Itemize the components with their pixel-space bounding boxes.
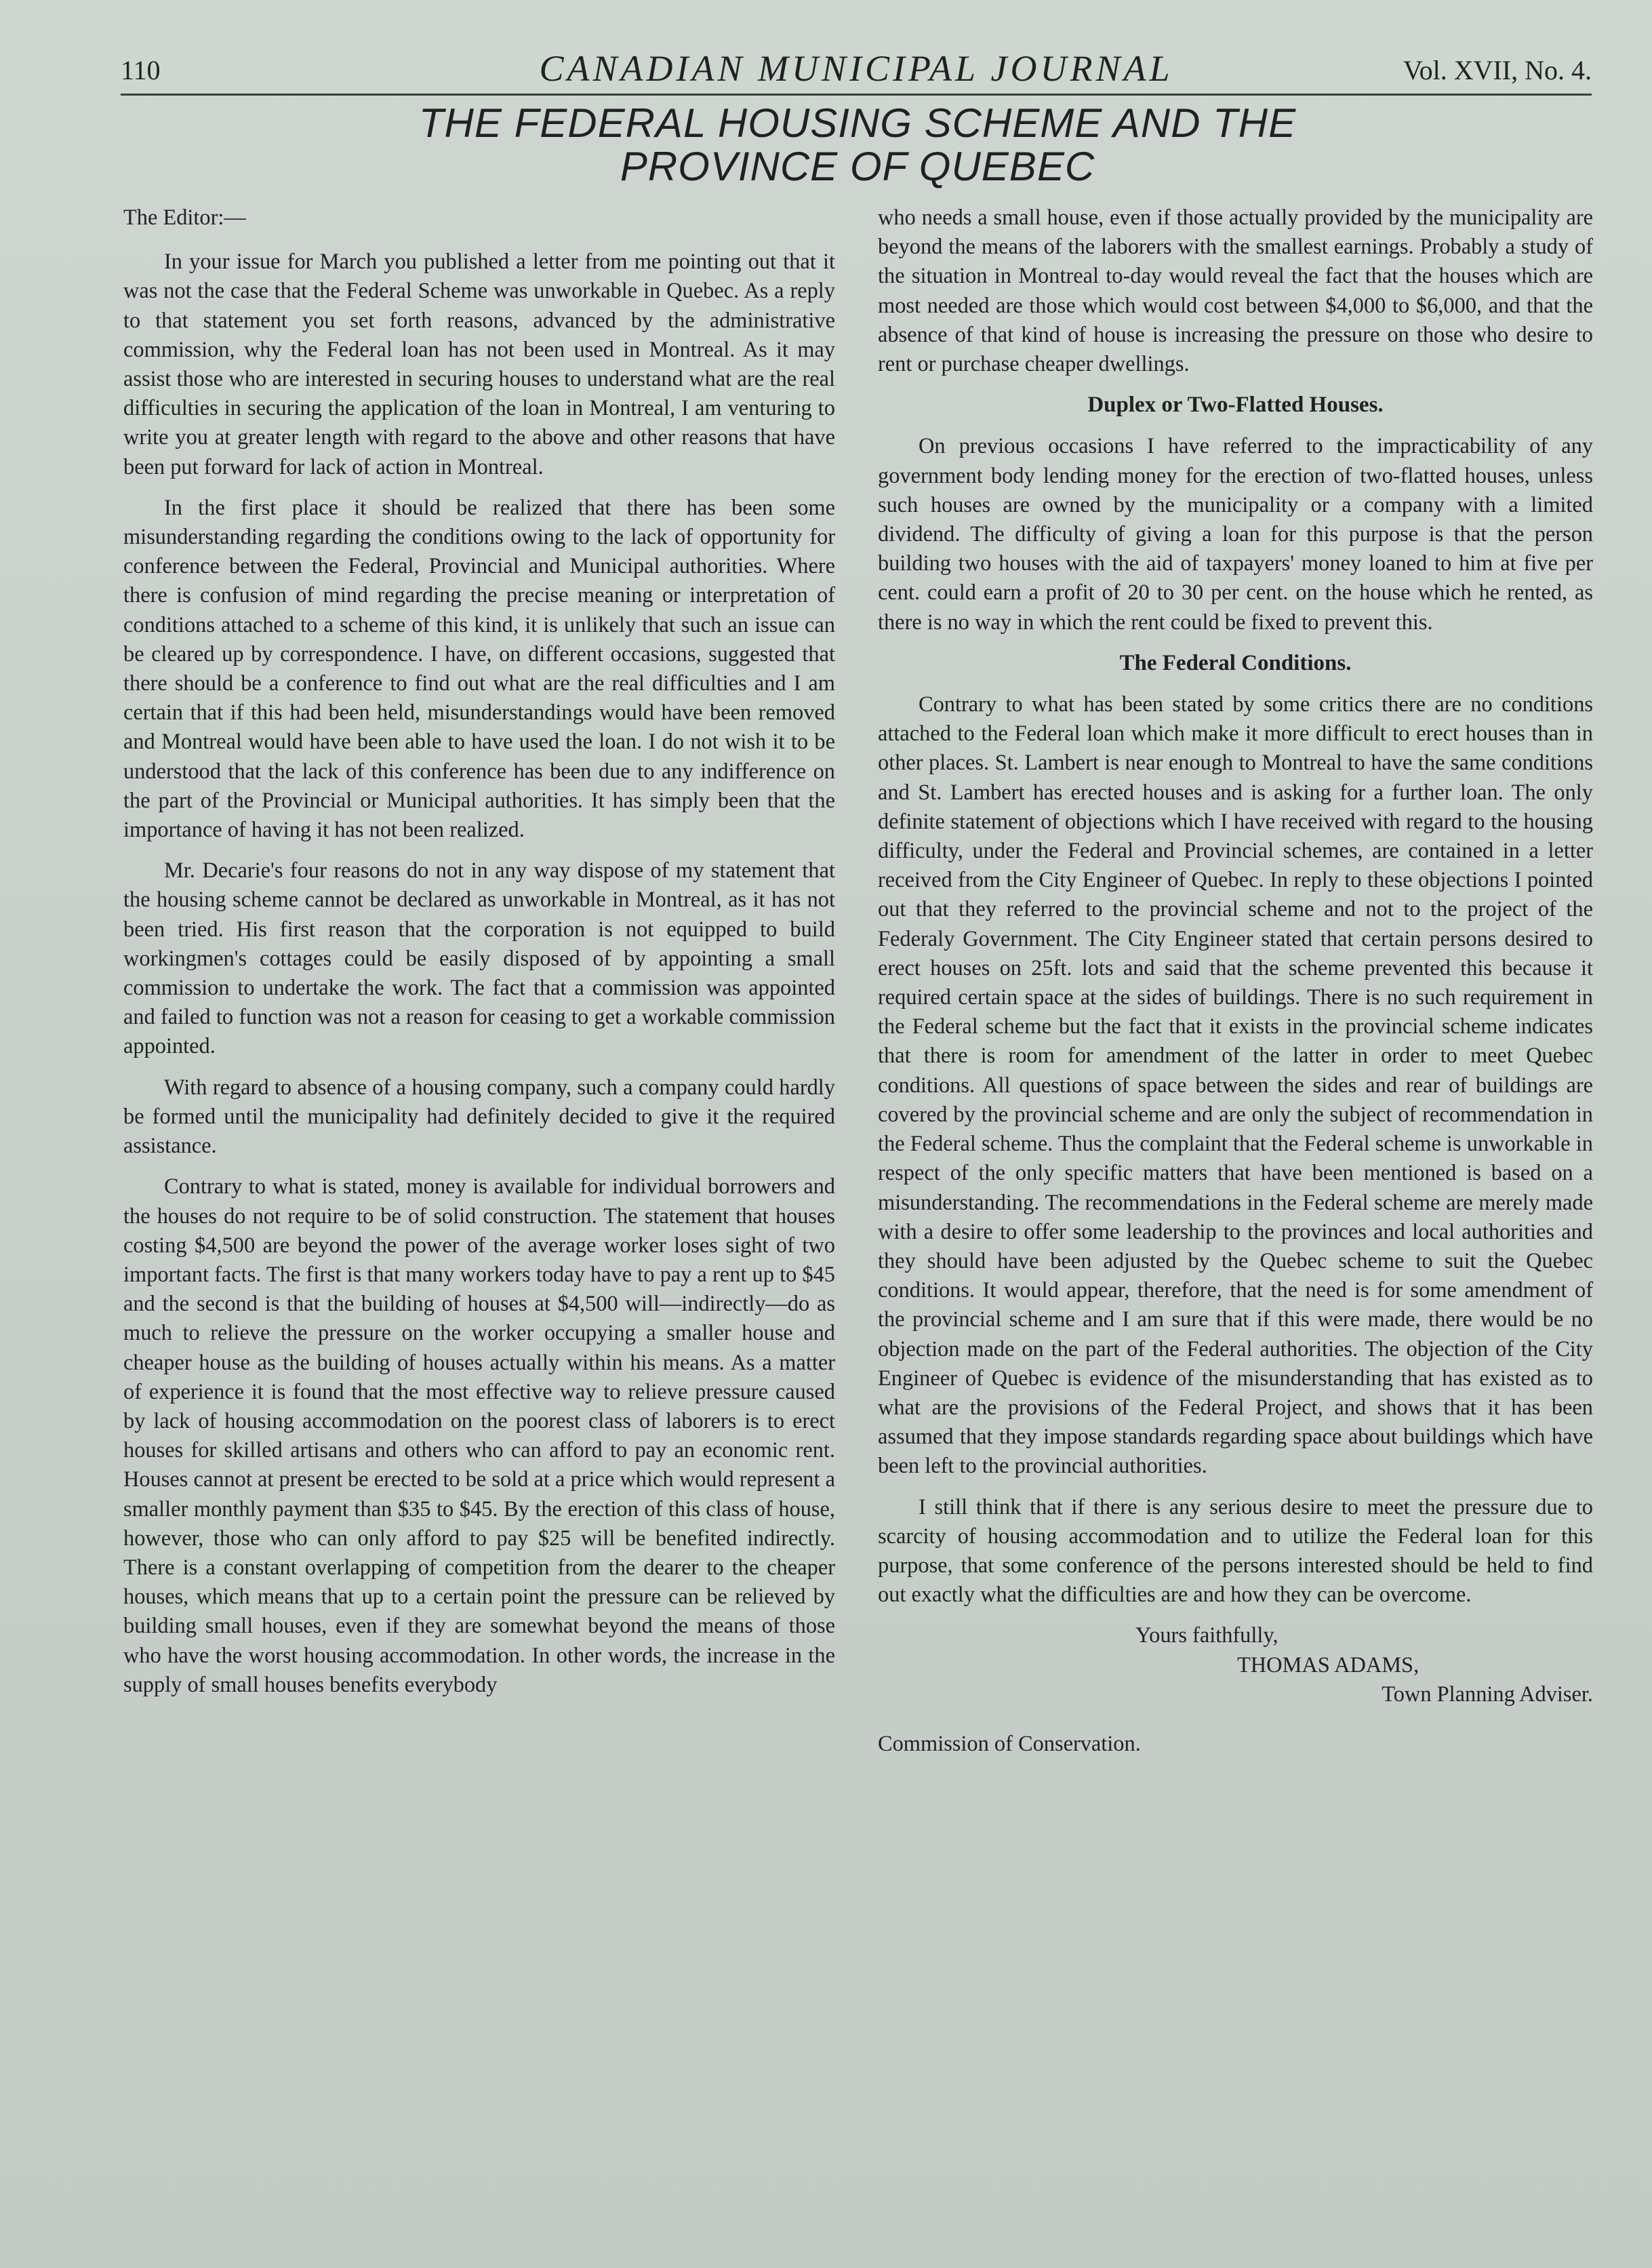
signer-name: THOMAS ADAMS, bbox=[1237, 1652, 1419, 1677]
body-paragraph: I still think that if there is any serious desire to meet the pressure due to scarcity of housing accommodation and to utilize the Federal loan for this purpose, that some conference of the persons interested should be held to find out exactly what the difficulties are and how they can be overcome. bbox=[878, 1494, 1593, 1608]
header-rule bbox=[121, 94, 1592, 96]
running-head bbox=[121, 47, 1592, 95]
salutation: The Editor:— bbox=[123, 205, 246, 230]
article-title-line-1: THE FEDERAL HOUSING SCHEME AND THE bbox=[418, 100, 1297, 146]
right-column bbox=[878, 203, 1593, 1759]
body-paragraph: With regard to absence of a housing company, such a company could hardly be formed until the municipality had definitely decided to give it the required assistance. bbox=[123, 1075, 835, 1159]
body-paragraph: Mr. Decarie's four reasons do not in any way dispose of my statement that the housing scheme cannot be declared as unworkable in Montreal, as it has not been tried. His first reason that the corporation is not equipped to build workingmen's cottages could be easily disposed of by appointing a small commission to undertake the work. The fact that a commission was appointed and failed to function was not a reason for ceasing to get a workable commission appointed. bbox=[123, 858, 835, 1059]
body-paragraph-continued: who needs a small house, even if those actually provided by the municipality are beyond the means of the laborers with the smallest earnings. Probably a study of the situation in Montreal to-day would reveal the fact that the houses which are most needed are those which would cost between $4,000 to $6,000, and that the absence of that kind of house is increasing the pressure on those who desire to rent or purchase cheaper dwellings. bbox=[878, 205, 1593, 377]
body-paragraph: In the first place it should be realized that there has been some misunderstanding regarding the conditions owing to the lack of opportunity for conference between the Federal, Provincial and Municipal authorities. Where there is confusion of mind regarding the precise meaning or interpretation of conditions attached to a scheme of this kind, it is unlikely that such an issue can be cleared up by correspondence. I have, on different occasions, suggested that there should be a conference to find out what are the real difficulties and I am certain that if this had been held, misunderstandings would have been removed and Montreal would have been able to have used the loan. I do not wish it to be understood that the lack of this conference has been due to any indifference on the part of the Provincial or Municipal authorities. It has simply been that the importance of having it has not been realized. bbox=[123, 495, 835, 843]
article-title-line-2: PROVINCE OF QUEBEC bbox=[620, 144, 1095, 189]
page-number: 110 bbox=[121, 55, 161, 85]
signoff bbox=[878, 1621, 1593, 1759]
body-paragraph: Contrary to what has been stated by some critics there are no conditions attached to the Federal loan which make it more difficult to erect houses than in other places. St. Lambert is near enough to Montreal to have the same conditions and St. Lambert has erected houses and is asking for a further loan. The only definite statement of objections which I have received with regard to the housing difficulty, under the Federal and Provincial schemes, are contained in a letter received from the City Engineer of Quebec. In reply to these objections I pointed out that they referred to the provincial scheme and not to the project of the Federaly Government. The City Engineer stated that certain persons desired to erect houses on 25ft. lots and said that the scheme prevented this because it required certain space at the sides of buildings. There is no such requirement in the Federal scheme but the fact that it exists in the provincial scheme indicates that there is room for amendment of the latter in order to meet Quebec conditions. All questions of space between the sides and rear of buildings are covered by the provincial scheme and are only the subject of recommendation in the Federal scheme. Thus the complaint that the Federal scheme is unworkable in respect of the only specific matters that have been mentioned is based on a misunderstanding. The recommendations in the Federal scheme are merely made with a desire to offer some leadership to the provinces and local authorities and they should have been adjusted by the Quebec scheme to suit the Quebec conditions. It would appear, therefore, that the need is for some amendment of the provincial scheme and I am sure that if this were made, there would be no objection made on the part of the Federal authorities. The objection of the City Engineer of Quebec is evidence of the misunderstanding that has existed as to what are the provisions of the Federal Project, and shows that it has been assumed that they impose standards regarding space about buildings which have been left to the provincial authorities. bbox=[878, 692, 1593, 1479]
signer-title: Town Planning Adviser. bbox=[1382, 1682, 1593, 1707]
article-title bbox=[136, 102, 1579, 188]
body-paragraph: In your issue for March you published a letter from me pointing out that it was not the case that the Federal Scheme was unworkable in Quebec. As a reply to that statement you set forth reasons, advanced by the administrative commission, why the Federal loan has not been used in Montreal. As it may assist those who are interested in securing houses to understand what are the real difficulties in securing the application of the loan in Montreal, I am venturing to write you at greater length with regard to the above and other reasons that have been put forward for lack of action in Montreal. bbox=[123, 250, 835, 479]
section-heading-federal: The Federal Conditions. bbox=[1119, 650, 1352, 675]
closing: Yours faithfully, bbox=[1135, 1623, 1278, 1648]
organization: Commission of Conservation. bbox=[878, 1731, 1141, 1756]
body-paragraph: Contrary to what is stated, money is available for individual borrowers and the houses do not require to be of solid construction. The statement that houses costing $4,500 are beyond the power of the average worker loses sight of two important facts. The first is that many workers today have to pay a rent up to $45 and the second is that the building of houses at $4,500 will—indirectly—do as much to relieve the pressure on the worker occupying a smaller house and cheaper house as the building of houses actually within his means. As a matter of experience it is found that the most effective way to relieve pressure caused by lack of housing accommodation on the poorest class of laborers is to erect houses for skilled artisans and others who can afford to pay an economic rent. Houses cannot at present be erected to be sold at a price which would represent a smaller monthly payment than $35 to $45. By the erection of this class of house, however, those who can only afford to pay $25 will be benefited indirectly. There is a constant overlapping of competition from the dearer to the cheaper houses, which means that up to a certain point the pressure can be relieved by building small houses, even if they are somewhat beyond the means of those who have the worst housing accommodation. In other words, the increase in the supply of small houses benefits everybody bbox=[123, 1174, 835, 1697]
journal-name: CANADIAN MUNICIPAL JOURNAL bbox=[539, 48, 1173, 89]
issue-number: Vol. XVII, No. 4. bbox=[1403, 55, 1592, 85]
left-column bbox=[123, 203, 835, 1711]
body-paragraph: On previous occasions I have referred to the impracticability of any government body lending money for the erection of two-flatted houses, unless such houses are owned by the municipality or a company with a limited dividend. The difficulty of giving a loan for this purpose is that the person building two houses with the aid of taxpayers' money loaned to him at five per cent. could earn a profit of 20 to 30 per cent. on the house which he rented, as there is no way in which the rent could be fixed to prevent this. bbox=[878, 434, 1593, 635]
section-heading-duplex: Duplex or Two-Flatted Houses. bbox=[1087, 393, 1384, 418]
